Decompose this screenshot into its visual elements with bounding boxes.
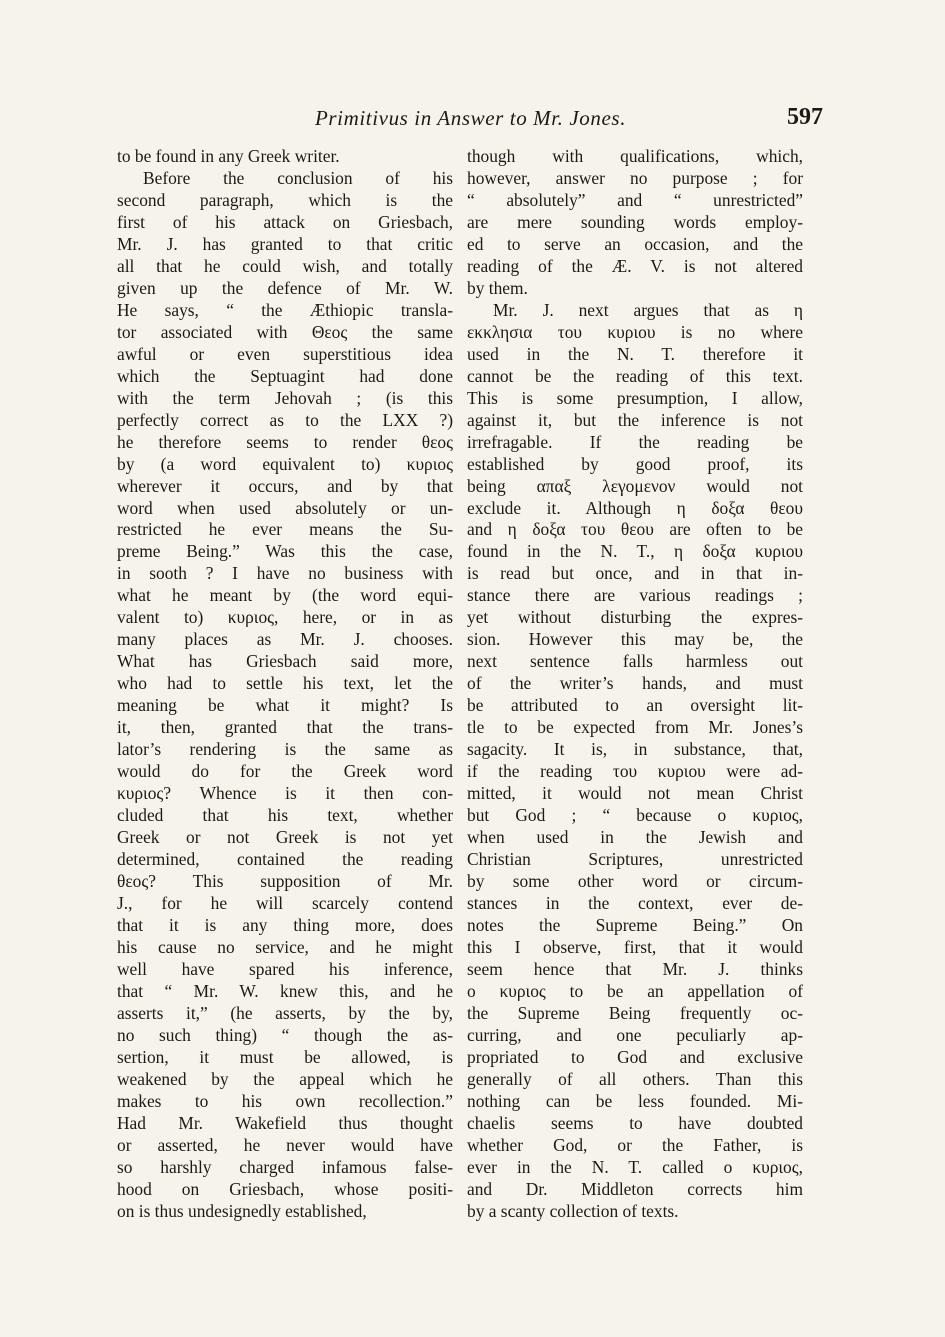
text-line: he therefore seems to render θεος <box>117 431 453 452</box>
text-line: notes the Supreme Being.” On <box>467 914 803 935</box>
text-line: be attributed to an oversight lit- <box>467 695 803 716</box>
text-line: This is some presumption, I allow, <box>467 387 803 408</box>
text-line: which the Septuagint had done <box>117 365 453 386</box>
text-line: Greek or not Greek is not yet <box>117 827 453 848</box>
text-line: word when used absolutely or un- <box>117 497 453 518</box>
text-line: sagacity. It is, in substance, that, <box>467 739 803 760</box>
text-line: cannot be the reading of this text. <box>467 365 803 386</box>
text-line: and Dr. Middleton corrects him <box>467 1178 803 1199</box>
text-line: Mr. J. has granted to that critic <box>117 233 453 254</box>
text-line: in sooth ? I have no business with <box>117 563 453 584</box>
text-line: sion. However this may be, the <box>467 629 803 650</box>
text-line: irrefragable. If the reading be <box>467 431 803 452</box>
text-line: determined, contained the reading <box>117 849 453 869</box>
text-line: all that he could wish, and totally <box>117 255 453 276</box>
text-line: this I observe, first, that it would <box>467 936 803 957</box>
text-line: is read but once, and in that in- <box>467 563 803 584</box>
text-line: generally of all others. Than this <box>467 1068 803 1089</box>
text-line: meaning be what it might? Is <box>117 695 453 716</box>
text-line: established by good proof, its <box>467 453 803 474</box>
text-line: ever in the N. T. called ο κυριος, <box>467 1156 803 1177</box>
text-line: stances in the context, ever de- <box>467 892 803 913</box>
text-line: curring, and one peculiarly ap- <box>467 1024 803 1045</box>
text-line: Before the conclusion of his <box>143 167 453 188</box>
text-line: reading of the Æ. V. is not altered <box>467 255 803 276</box>
text-line: nothing can be less founded. Mi- <box>467 1090 803 1111</box>
text-line: would do for the Greek word <box>117 761 453 782</box>
text-line: on is thus undesignedly established, <box>117 1200 367 1221</box>
text-line: to be found in any Greek writer. <box>117 146 340 166</box>
text-line: however, answer no purpose ; for <box>467 167 803 188</box>
text-line: by a scanty collection of texts. <box>467 1200 679 1221</box>
text-line: it, then, granted that the trans- <box>117 717 453 738</box>
text-line: of the writer’s hands, and must <box>467 673 803 694</box>
text-line: the Supreme Being frequently oc- <box>467 1002 803 1023</box>
text-line: ο κυριος to be an appellation of <box>467 980 803 1001</box>
text-line: though with qualifications, which, <box>467 146 803 166</box>
running-title: Primitivus in Answer to Mr. Jones. <box>314 106 627 130</box>
text-line: with the term Jehovah ; (is this <box>117 387 453 408</box>
text-line: κυριος? Whence is it then con- <box>117 783 453 804</box>
text-line: if the reading του κυριου were ad- <box>467 761 803 782</box>
text-line: found in the N. T., η δοξα κυριου <box>467 541 803 562</box>
text-line: seem hence that Mr. J. thinks <box>467 958 803 979</box>
text-line: Mr. J. next argues that as η <box>493 299 803 320</box>
text-line: by (a word equivalent to) κυριος <box>117 453 453 474</box>
text-line: many places as Mr. J. chooses. <box>117 629 453 650</box>
text-line: Christian Scriptures, unrestricted <box>467 849 803 869</box>
text-line: hood on Griesbach, whose positi- <box>117 1178 453 1199</box>
text-line: weakened by the appeal which he <box>117 1068 453 1089</box>
text-line: valent to) κυριος, here, or in as <box>117 607 453 628</box>
text-line: whether God, or the Father, is <box>467 1134 803 1155</box>
text-line: well have spared his inference, <box>117 958 453 979</box>
text-line: by them. <box>467 277 528 298</box>
text-line: so harshly charged infamous false- <box>117 1156 453 1177</box>
text-line: mitted, it would not mean Christ <box>467 783 803 804</box>
text-line: J., for he will scarcely contend <box>117 892 453 913</box>
page-header <box>118 106 823 140</box>
text-line: perfectly correct as to the LXX ?) <box>117 409 453 430</box>
text-line: next sentence falls harmless out <box>467 651 803 672</box>
text-line: θεος? This supposition of Mr. <box>117 870 453 891</box>
text-line: sertion, it must be allowed, is <box>117 1046 453 1067</box>
text-line: chaelis seems to have doubted <box>467 1112 803 1133</box>
left-column <box>117 146 453 1222</box>
text-line: Had Mr. Wakefield thus thought <box>117 1112 453 1133</box>
text-line: ed to serve an occasion, and the <box>467 233 803 254</box>
text-line: He says, “ the Æthiopic transla- <box>117 299 453 320</box>
text-line: stance there are various readings ; <box>467 585 803 606</box>
text-line: tor associated with Θεος the same <box>117 321 453 342</box>
right-column <box>467 146 803 1222</box>
text-line: what he meant by (the word equi- <box>117 585 453 606</box>
text-line: being απαξ λεγομενον would not <box>467 475 803 496</box>
text-line: restricted he ever means the Su- <box>117 519 453 540</box>
text-line: his cause no service, and he might <box>117 936 453 957</box>
text-line: “ absolutely” and “ unrestricted” <box>467 189 803 210</box>
text-line: wherever it occurs, and by that <box>117 475 453 496</box>
text-line: awful or even superstitious idea <box>117 343 453 364</box>
text-line: lator’s rendering is the same as <box>117 739 453 760</box>
text-line: are mere sounding words employ- <box>467 211 803 232</box>
text-line: but God ; “ because ο κυριος, <box>467 805 803 826</box>
text-line: that it is any thing more, does <box>117 914 453 935</box>
text-line: second paragraph, which is the <box>117 189 453 210</box>
text-line: εκκλησια του κυριου is no where <box>467 321 803 342</box>
text-line: first of his attack on Griesbach, <box>117 211 453 232</box>
text-line: tle to be expected from Mr. Jones’s <box>467 717 803 738</box>
text-line: makes to his own recollection.” <box>117 1090 453 1111</box>
text-line: asserts it,” (he asserts, by the by, <box>117 1002 453 1023</box>
text-line: and η δοξα του θεου are often to be <box>467 519 803 540</box>
text-line: who had to settle his text, let the <box>117 673 453 694</box>
text-line: no such thing) “ though the as- <box>117 1024 453 1045</box>
text-line: yet without disturbing the expres- <box>467 607 803 628</box>
text-line: cluded that his text, whether <box>117 805 453 826</box>
page-number: 597 <box>787 104 823 130</box>
text-line: against it, but the inference is not <box>467 409 803 430</box>
text-line: What has Griesbach said more, <box>117 651 453 672</box>
text-line: used in the N. T. therefore it <box>467 343 803 364</box>
text-line: or asserted, he never would have <box>117 1134 453 1155</box>
text-line: exclude it. Although η δοξα θεου <box>467 497 803 518</box>
text-line: that “ Mr. W. knew this, and he <box>117 980 453 1001</box>
text-line: given up the defence of Mr. W. <box>117 277 453 298</box>
text-line: when used in the Jewish and <box>467 827 803 848</box>
text-line: preme Being.” Was this the case, <box>117 541 453 562</box>
text-line: by some other word or circum- <box>467 870 803 891</box>
text-line: propriated to God and exclusive <box>467 1046 803 1067</box>
